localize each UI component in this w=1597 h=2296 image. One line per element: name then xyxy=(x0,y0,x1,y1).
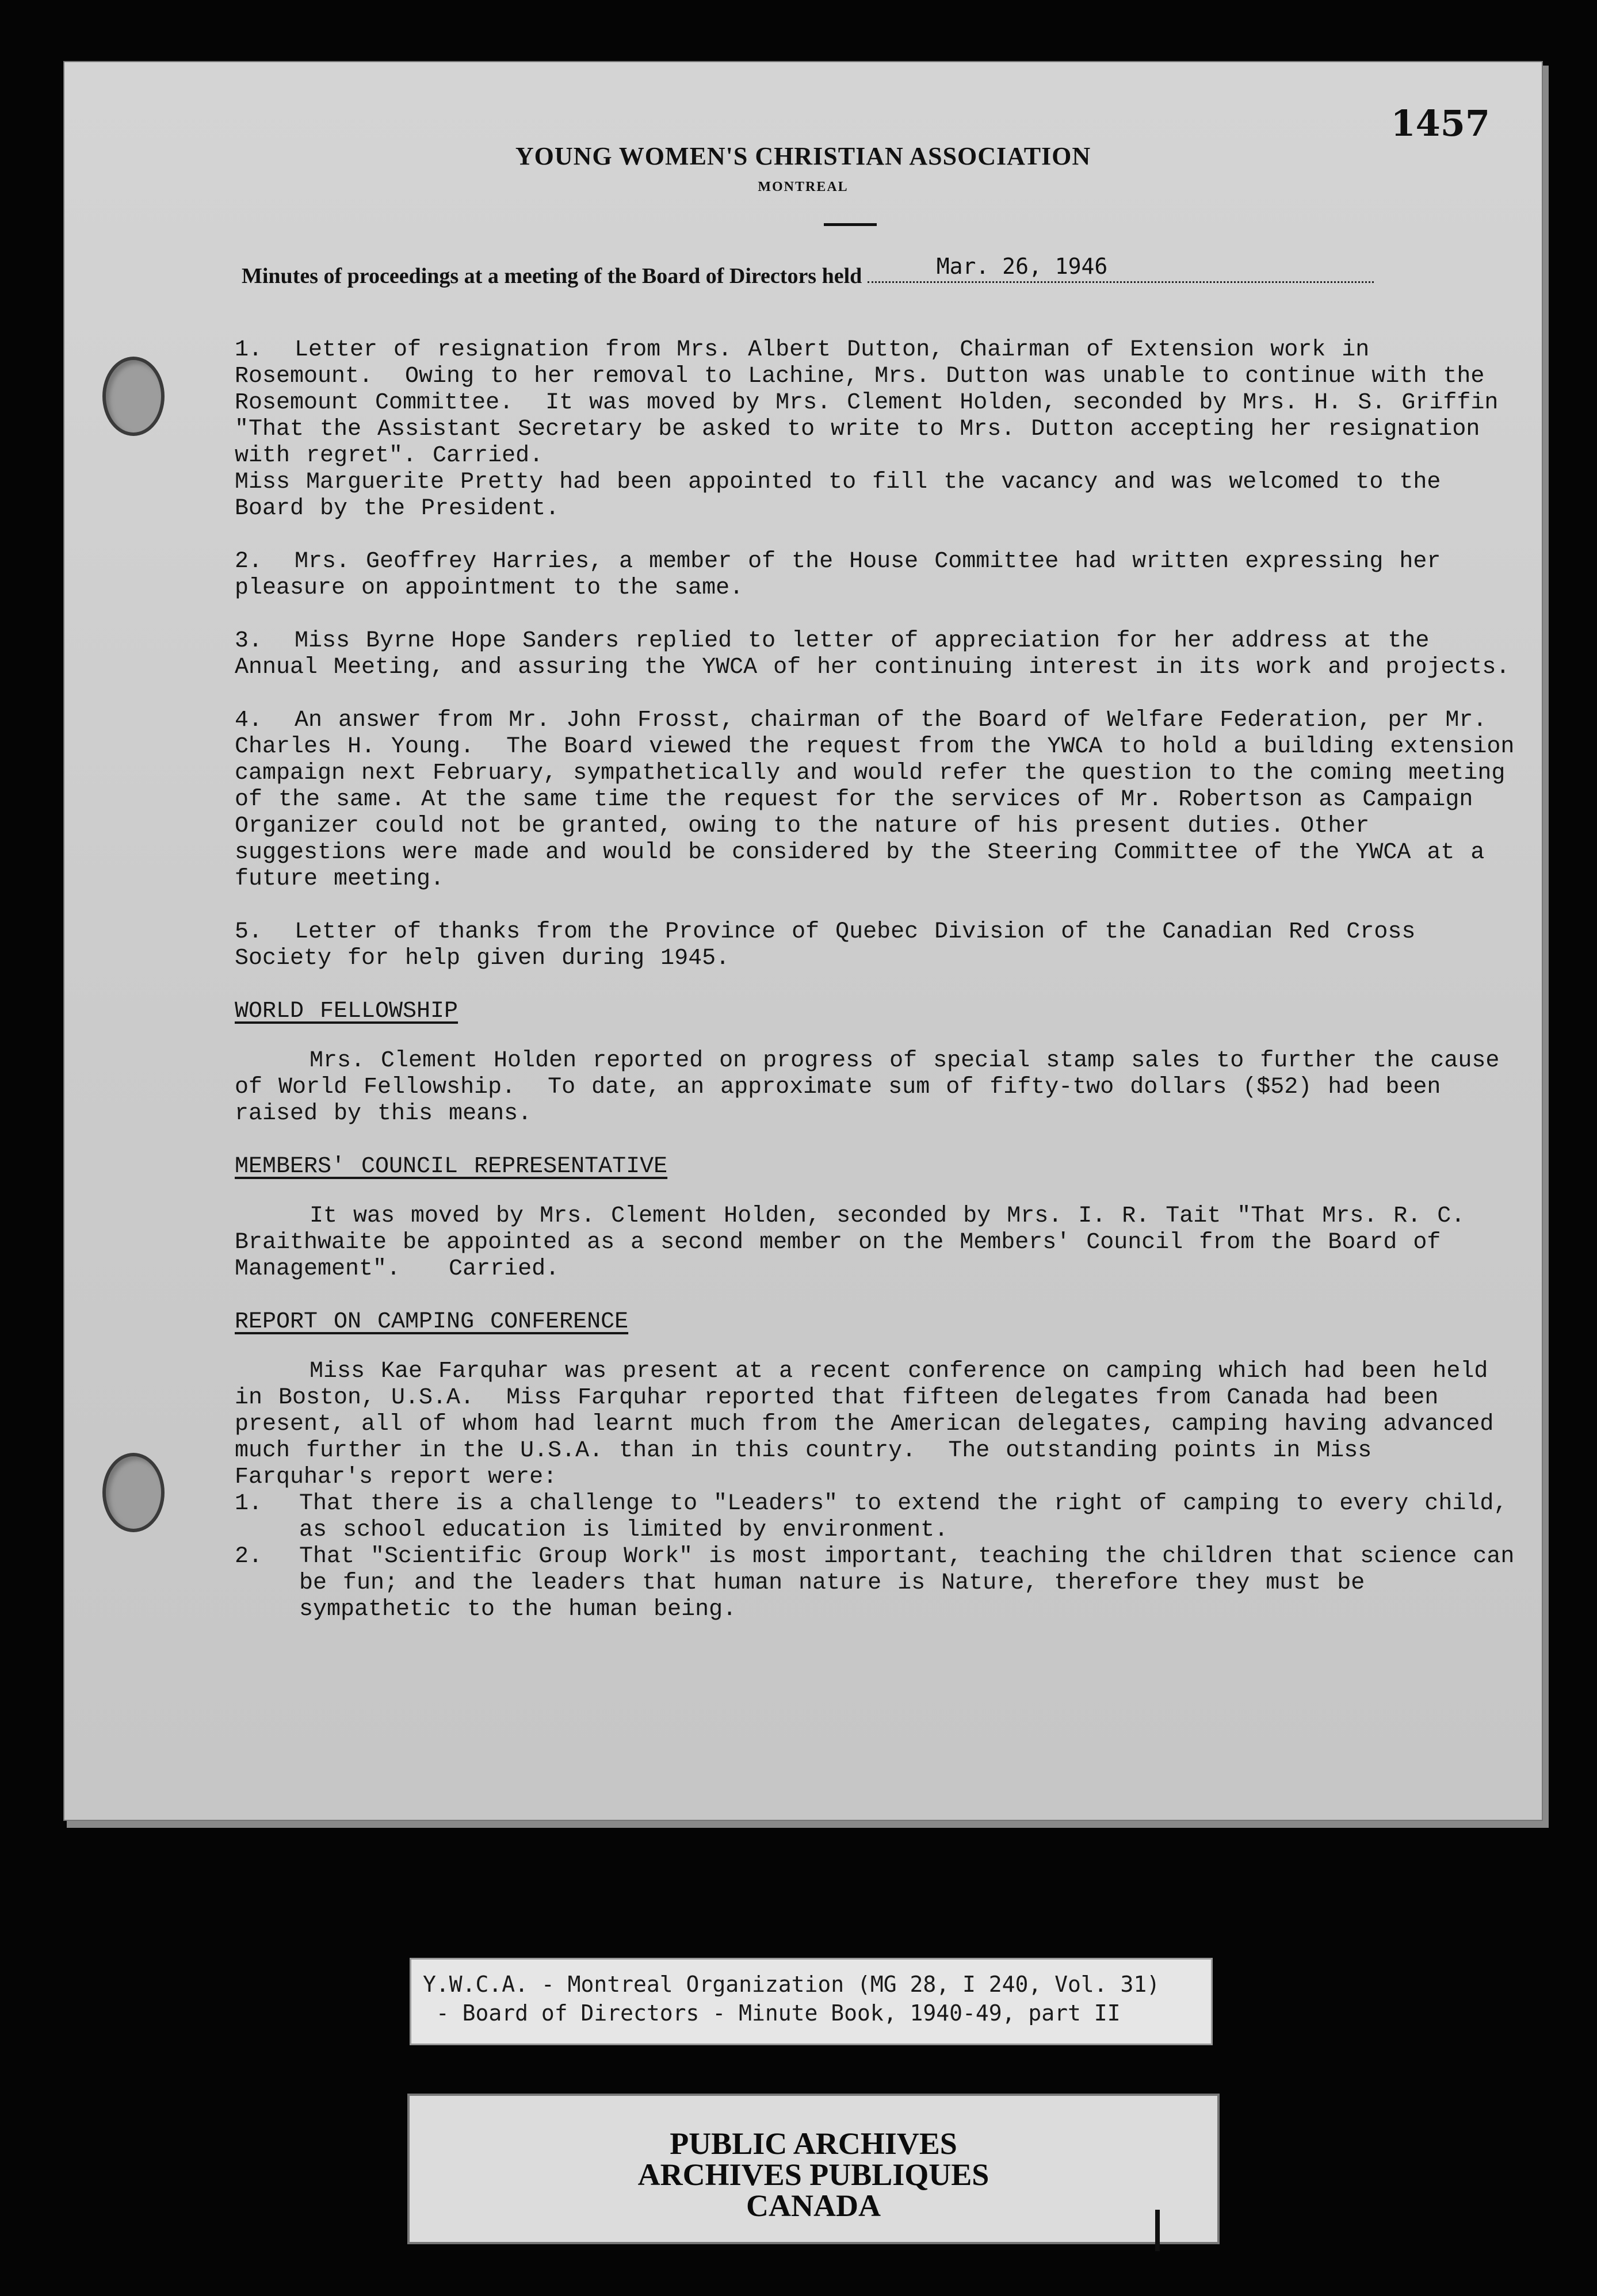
minutes-page xyxy=(64,62,1542,1820)
camping-point-number: 1. xyxy=(235,1491,263,1517)
caption-line-1: Y.W.C.A. - Montreal Organization (MG 28, I 240, Vol. 31) xyxy=(423,1972,1160,1997)
camping-conference-text: Miss Kae Farquhar was present at a recent conference on camping which had been held in Boston, U.S.A. Miss Farquhar reported that fifteen delegates from Canada had been present, all of whom had learnt much from the American delegates, camping having advanced much further in the U.S.A. than in this country. The outstanding points in Miss Farquhar's report were: xyxy=(235,1359,1510,1490)
stamp-line-1: PUBLIC ARCHIVES xyxy=(670,2126,957,2161)
section-heading-members-council: MEMBERS' COUNCIL REPRESENTATIVE xyxy=(235,1154,668,1180)
item-3: 3. Miss Byrne Hope Sanders replied to letter of appreciation for her address at the Annual Meeting, and assuring the YWCA of her continuing interest in its work and projects. xyxy=(235,628,1510,680)
item-1-followup: Miss Marguerite Pretty had been appointed to fill the vacancy and was welcomed to the Board by the President. xyxy=(235,469,1457,522)
item-5: 5. Letter of thanks from the Province of Quebec Division of the Canadian Red Cross Society for help given during 1945. xyxy=(235,919,1432,971)
date-fill-line xyxy=(868,254,1374,283)
section-heading-world-fellowship: WORLD FELLOWSHIP xyxy=(235,998,459,1024)
minutes-header-line xyxy=(242,254,1548,289)
camping-point xyxy=(235,1544,1523,1623)
binder-hole-top xyxy=(102,357,165,436)
minutes-label: Minutes of proceedings at a meeting of the Board of Directors held xyxy=(242,264,862,288)
caption-line-2: - Board of Directors - Minute Book, 1940-49, part II xyxy=(423,2000,1121,2026)
camping-point-number: 2. xyxy=(235,1544,263,1570)
camping-point-text: That there is a challenge to "Leaders" to extend the right of camping to every child, as school education is limited by environment. xyxy=(299,1491,1508,1543)
page-number: 1457 xyxy=(1390,102,1490,144)
stamp-mark xyxy=(1155,2210,1160,2251)
meeting-date: Mar. 26, 1946 xyxy=(936,254,1108,279)
minutes-body xyxy=(235,337,1531,1623)
members-council-text: It was moved by Mrs. Clement Holden, seconded by Mrs. I. R. Tait "That Mrs. R. C. Braithwaite be appointed as a second member on the Members' Council from the Board of Management". Carried. xyxy=(235,1203,1481,1282)
organization-name: YOUNG WOMEN'S CHRISTIAN ASSOCIATION xyxy=(515,142,1091,170)
archive-caption-card xyxy=(410,1958,1213,2045)
camping-point xyxy=(235,1491,1523,1544)
organization-city: MONTREAL xyxy=(758,179,849,194)
section-heading-camping-conference: REPORT ON CAMPING CONFERENCE xyxy=(235,1309,629,1335)
public-archives-stamp xyxy=(407,2094,1220,2244)
header-divider xyxy=(824,223,877,226)
item-2: 2. Mrs. Geoffrey Harries, a member of the House Committee had written expressing her pleasure on appointment to the same. xyxy=(235,549,1457,601)
item-4: 4. An answer from Mr. John Frosst, chairman of the Board of Welfare Federation, per Mr. Charles H. Young. The Board viewed the request from the YWCA to hold a building extension campaign next February, sympathetically and would refer the question to the coming meeting of the same. At the same time the request for the services of Mr. Robertson as Campaign Organizer could not be granted, owing to the nature of his present duties. Other suggestions were made and would be considered by the Steering Committee of the YWCA at a future meeting. xyxy=(235,707,1531,892)
stamp-line-3: CANADA xyxy=(746,2188,881,2223)
stamp-line-2: ARCHIVES PUBLIQUES xyxy=(637,2157,989,2192)
world-fellowship-text: Mrs. Clement Holden reported on progress of special stamp sales to further the cause of World Fellowship. To date, an approximate sum of fifty-two dollars ($52) had been raised by this means. xyxy=(235,1048,1516,1127)
item-1: 1. Letter of resignation from Mrs. Albert Dutton, Chairman of Extension work in Rosemount. Owing to her removal to Lachine, Mrs. Dutton was unable to continue with the Rosemount Committee. It was moved by Mrs. Clement Holden, seconded by Mrs. H. S. Griffin "That the Assistant Secretary be asked to write to Mrs. Dutton accepting her resignation with regret". Carried. xyxy=(235,337,1515,469)
camping-point-text: That "Scientific Group Work" is most important, teaching the children that science can be fun; and the leaders that human nature is Nature, therefore they must be sympathetic to the human being. xyxy=(299,1544,1515,1622)
binder-hole-bottom xyxy=(102,1453,165,1532)
